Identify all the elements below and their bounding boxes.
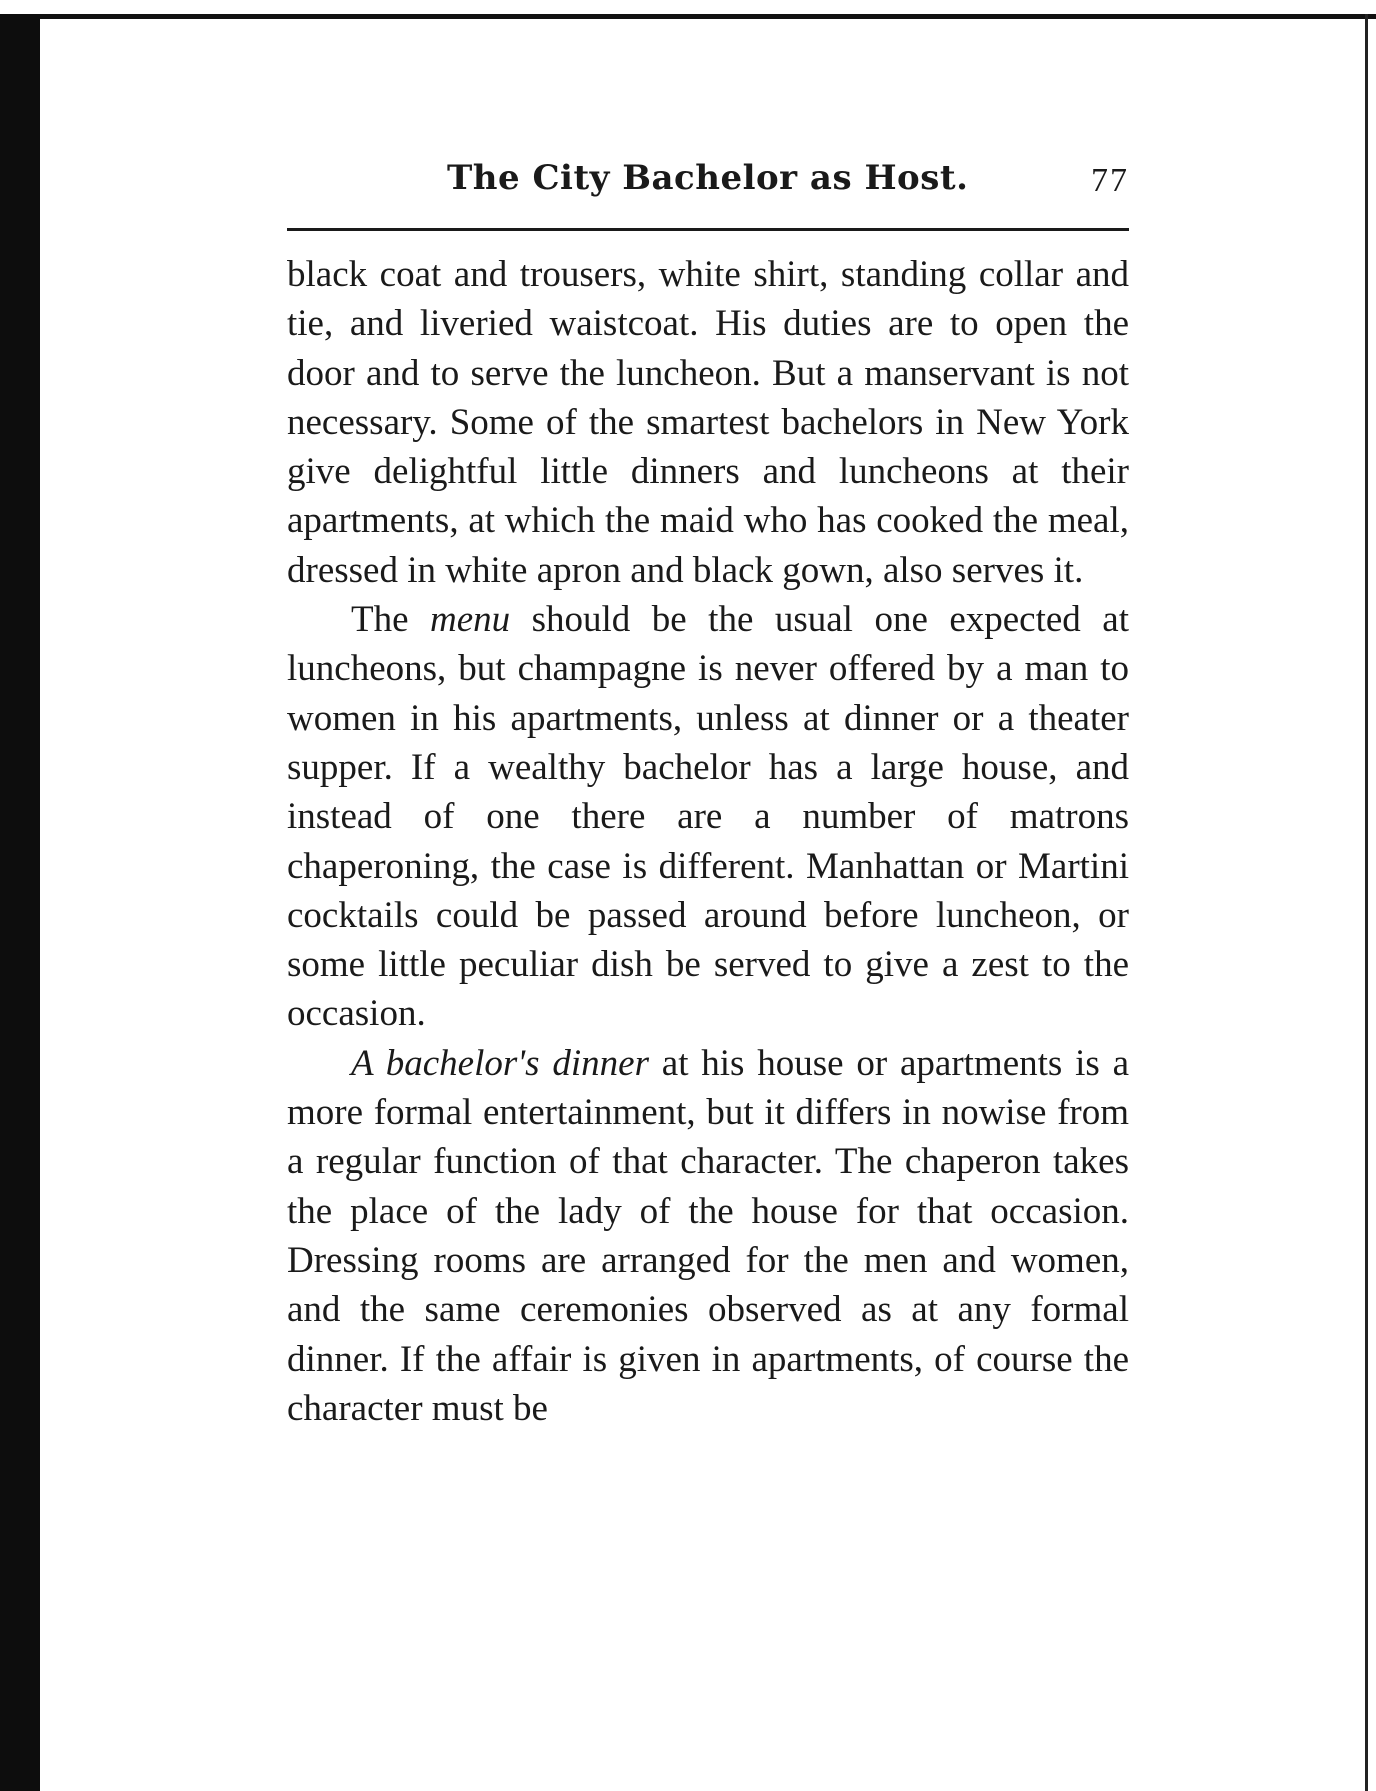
scan-top-border — [0, 14, 1376, 19]
scan-left-notch — [0, 14, 26, 40]
paragraph-2-italic-term: menu — [430, 599, 511, 641]
paragraph-3-rest: at his house or apartments is a more formal entertainment, but it differs in nowise from a regular function of that character. The chaperon takes the place of the lady of the house for that occasion. Dressing rooms are arranged for the men and women, and the same ceremonies observed as at any formal dinner. If the affair is given in apartments, of course the character must be — [287, 1042, 1129, 1429]
paragraph-3-italic-term: A bachelor's dinner — [351, 1042, 649, 1084]
running-head — [287, 158, 1129, 218]
running-title: The City Bachelor as Host. — [447, 158, 969, 198]
scan-right-border — [1365, 14, 1368, 1791]
paragraph-2 — [287, 595, 1129, 1039]
paragraph-2-rest: should be the usual one expected at luncheons, but champagne is never offered by a man to women in his apartments, unless at dinner or a theater supper. If a wealthy bachelor has a large house, and instead of one there are a number of matrons chaperoning, the case is different. Manhattan or Martini cocktails could be passed around before luncheon, or some little peculiar dish be served to give a zest to the occasion. — [287, 599, 1129, 1035]
paragraph-1: black coat and trousers, white shirt, standing collar and tie, and liveried waistcoat. His duties are to open the door and to serve the luncheon. But a manservant is not necessary. Some of the smartest bachelors in New York give delightful little dinners and luncheons at their apartments, at which the maid who has cooked the meal, dressed in white apron and black gown, also serves it. — [287, 254, 1129, 591]
scan-left-border — [0, 14, 40, 1791]
body-text — [287, 250, 1129, 1433]
paragraph-2-lead: The — [351, 599, 430, 641]
paragraph-3 — [287, 1039, 1129, 1433]
header-rule — [287, 228, 1129, 231]
page-number: 77 — [1091, 162, 1129, 199]
